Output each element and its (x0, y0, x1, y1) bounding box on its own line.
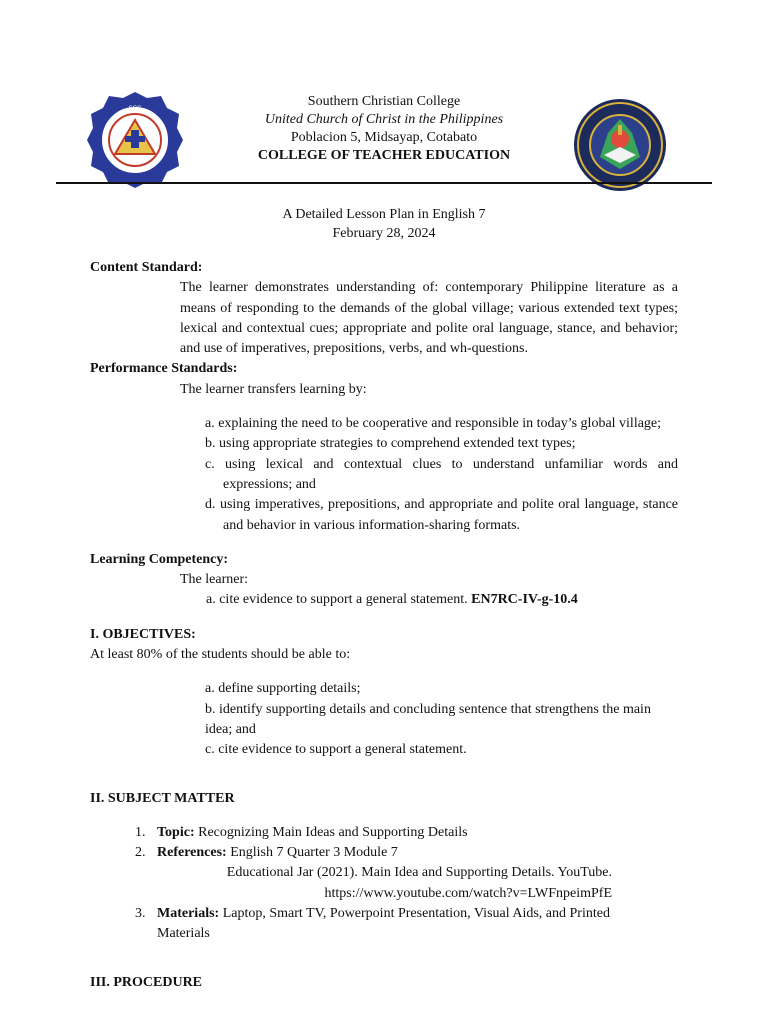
materials-text: Laptop, Smart TV, Powerpoint Presentation, Visual Aids, and Printed Materials (157, 906, 610, 942)
learning-competency-code: EN7RC-IV-g-10.4 (471, 592, 578, 608)
objectives-intro: At least 80% of the students should be able to: (90, 647, 351, 663)
college-of-teacher-education-seal-icon (570, 95, 670, 195)
reference-url: https://www.youtube.com/watch?v=LWFnpeimPfE (324, 885, 612, 901)
list-number: 2. (135, 845, 146, 861)
learning-competency-heading: Learning Competency: (90, 551, 229, 567)
learning-competency-intro: The learner: (180, 572, 249, 588)
college-address: Poblacion 5, Midsayap, Cotabato (290, 130, 478, 145)
list-item: c. using lexical and contextual clues to understand unfamiliar words and expressions; and (205, 456, 678, 492)
list-item (135, 904, 678, 945)
list-item: c. cite evidence to support a general statement. (205, 742, 467, 758)
materials-label: Materials: (157, 906, 220, 922)
lesson-plan-date: February 28, 2024 (332, 226, 436, 241)
list-item (135, 823, 678, 843)
lesson-plan-title (0, 205, 768, 243)
list-number: 3. (135, 906, 146, 922)
southern-christian-college-seal-icon (85, 90, 185, 190)
church-name: United Church of Christ in the Philippines (264, 112, 504, 127)
list-item: b. using appropriate strategies to comprehend extended text types; (205, 436, 576, 452)
performance-standards-list (205, 414, 678, 536)
left-seal-text: SCC (128, 106, 142, 112)
subject-matter-list-cont (135, 904, 678, 945)
topic-label: Topic: (157, 824, 195, 840)
topic-text: Recognizing Main Ideas and Supporting Details (198, 824, 468, 840)
learning-competency-item (206, 590, 678, 610)
performance-standards-intro: The learner transfers learning by: (180, 381, 367, 397)
procedure-heading: III. PROCEDURE (90, 974, 203, 990)
references-text: English 7 Quarter 3 Module 7 (230, 845, 398, 861)
lesson-plan-heading: A Detailed Lesson Plan in English 7 (282, 207, 486, 222)
reference-citation: Educational Jar (2021). Main Idea and Supporting Details. YouTube. (226, 865, 612, 881)
list-item: d. using imperatives, prepositions, and appropriate and polite oral language, stance and behavior in various information-sharing formats. (205, 497, 678, 533)
document-header (0, 0, 768, 190)
department-name: COLLEGE OF TEACHER EDUCATION (257, 148, 511, 163)
references-label: References: (157, 845, 227, 861)
college-name: Southern Christian College (307, 94, 461, 109)
header-divider (56, 182, 712, 184)
header-text-block (180, 93, 588, 165)
objectives-heading: I. OBJECTIVES: (90, 626, 196, 642)
content-standard-heading: Content Standard: (90, 260, 203, 275)
list-item: a. define supporting details; (205, 681, 361, 697)
list-number: 1. (135, 824, 146, 840)
performance-standards-heading: Performance Standards: (90, 361, 238, 377)
references-extra (192, 863, 612, 904)
content-standard-text: The learner demonstrates understanding of: contemporary Philippine literature as a means of responding to the demands of the global village; various extended text types; lexical and contextual cues; appropriate and polite oral language, stance, and behavior; and use of imperatives, prepositions, verbs, and wh-questions. (180, 280, 678, 357)
list-item: a. explaining the need to be cooperative and responsible in today’s global village; (205, 416, 662, 432)
learning-competency-text: a. cite evidence to support a general statement. (206, 592, 468, 608)
lesson-plan-body (90, 258, 678, 993)
list-item (135, 843, 678, 863)
objectives-list (205, 679, 655, 760)
subject-matter-list (135, 823, 678, 864)
subject-matter-heading: II. SUBJECT MATTER (90, 790, 235, 806)
list-item: b. identify supporting details and concluding sentence that strengthens the main idea; and (205, 701, 651, 737)
